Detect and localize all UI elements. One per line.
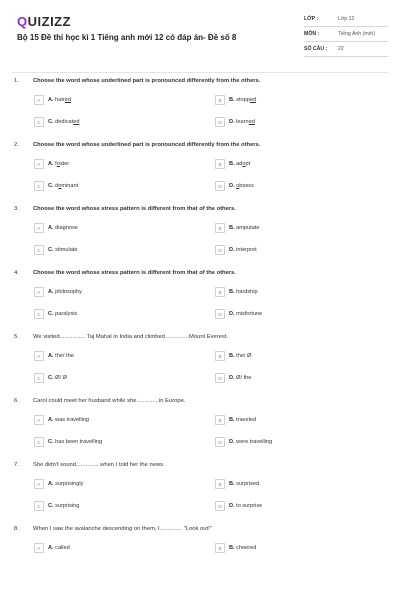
question-3	[0, 202, 400, 266]
question-number: 1.	[14, 78, 19, 84]
meta-key: SỐ CÂU :	[304, 46, 328, 52]
answer-option-a[interactable]	[34, 542, 70, 554]
option-letter-box: B	[215, 543, 225, 553]
answer-options	[0, 348, 400, 394]
option-id: A.	[48, 225, 54, 231]
option-id: A.	[48, 481, 54, 487]
option-text: stimulate	[55, 247, 78, 253]
option-id: A.	[48, 161, 54, 167]
option-text-rest: bsess	[239, 183, 254, 189]
option-label	[229, 439, 272, 445]
answer-option-c[interactable]	[34, 372, 67, 384]
answer-option-b[interactable]	[215, 478, 259, 490]
question-number: 7.	[14, 462, 19, 468]
answer-options	[0, 92, 400, 138]
option-id: B.	[229, 161, 235, 167]
logo-text: QUIZIZZ	[17, 14, 72, 29]
question-number: 4.	[14, 270, 19, 276]
option-letter-box: D	[215, 181, 225, 191]
answer-option-a[interactable]	[34, 222, 78, 234]
question-8	[0, 522, 400, 586]
option-label	[229, 289, 258, 295]
question-line	[0, 138, 400, 156]
option-id: D.	[229, 503, 235, 509]
option-id: B.	[229, 225, 235, 231]
question-7	[0, 458, 400, 522]
question-line	[0, 458, 400, 476]
quizizz-logo	[17, 14, 71, 29]
option-letter-box: D	[215, 245, 225, 255]
answer-option-b[interactable]	[215, 350, 251, 362]
option-letter-box: A	[34, 351, 44, 361]
option-letter-box: C	[34, 245, 44, 255]
question-number: 2.	[14, 142, 19, 148]
document-title: Bộ 15 Đề thi học kì 1 Tiếng anh mới 12 có đáp án- Đề số 8	[17, 33, 237, 42]
option-label	[229, 311, 262, 317]
answer-option-c[interactable]	[34, 500, 79, 512]
option-letter-box: C	[34, 181, 44, 191]
option-text: were travelling	[236, 439, 273, 445]
option-label	[48, 353, 74, 359]
option-text: Ø/ Ø	[55, 375, 67, 381]
answer-option-c[interactable]	[34, 244, 78, 256]
option-id: A.	[48, 417, 54, 423]
meta-value: Tiếng Anh (mới)	[338, 31, 375, 37]
question-list	[0, 74, 400, 586]
option-text: interpret	[236, 247, 257, 253]
question-line	[0, 522, 400, 540]
option-underlined-part: o	[236, 183, 240, 189]
option-id: B.	[229, 289, 235, 295]
option-id: A.	[48, 289, 54, 295]
question-line	[0, 330, 400, 348]
answer-option-d[interactable]	[215, 372, 251, 384]
option-label	[229, 545, 256, 551]
meta-row-count	[304, 42, 388, 57]
option-text: learn	[236, 119, 249, 125]
option-underlined-part: ed	[73, 119, 80, 125]
meta-value: 22	[338, 46, 344, 52]
question-number: 8.	[14, 526, 19, 532]
option-label	[48, 545, 70, 551]
option-text: surprised	[236, 481, 260, 487]
option-letter-box: D	[215, 501, 225, 511]
option-letter-box: B	[215, 287, 225, 297]
option-text: ad	[236, 161, 243, 167]
question-text: Choose the word whose underlined part is pronounced differently from the others.	[33, 142, 261, 148]
question-text: Choose the word whose stress pattern is different from that of the others.	[33, 206, 236, 212]
option-text: stopp	[236, 97, 250, 103]
option-letter-box: C	[34, 309, 44, 319]
option-label	[48, 289, 82, 295]
answer-option-d[interactable]	[215, 244, 257, 256]
question-number: 5.	[14, 334, 19, 340]
option-id: B.	[229, 481, 235, 487]
option-label	[229, 503, 262, 509]
question-text: When I saw the avalanche descending on them, I.............. "Look out!"	[33, 526, 212, 532]
question-text: Choose the word whose stress pattern is different from that of the others.	[33, 270, 236, 276]
answer-option-d[interactable]	[215, 500, 262, 512]
option-id: D.	[229, 247, 235, 253]
answer-options	[0, 412, 400, 458]
header-divider	[12, 72, 388, 73]
option-text: philosophy	[55, 289, 82, 295]
option-id: C.	[48, 311, 54, 317]
answer-option-d[interactable]	[215, 308, 262, 320]
option-id: B.	[229, 353, 235, 359]
option-text: hatr	[55, 97, 65, 103]
answer-options	[0, 540, 400, 586]
option-letter-box: C	[34, 117, 44, 127]
option-text: diagnose	[55, 225, 78, 231]
option-id: B.	[229, 97, 235, 103]
option-letter-box: B	[215, 95, 225, 105]
option-text: hardship	[236, 289, 258, 295]
option-label	[48, 183, 78, 189]
question-text: We visited................ Taj Mahal in India and climbed...............Mount Everest.	[33, 334, 229, 340]
option-underlined-part: o	[58, 183, 62, 189]
question-5	[0, 330, 400, 394]
option-letter-box: D	[215, 373, 225, 383]
answer-option-c[interactable]	[34, 180, 78, 192]
meta-row-class	[304, 12, 388, 27]
question-text: She didn't sound.............. when I told her the news.	[33, 462, 165, 468]
question-1	[0, 74, 400, 138]
option-text: dedicat	[55, 119, 74, 125]
answer-option-b[interactable]	[215, 222, 259, 234]
option-id: D.	[229, 311, 235, 317]
meta-key: LỚP :	[304, 16, 319, 22]
option-letter-box: A	[34, 95, 44, 105]
option-id: B.	[229, 417, 235, 423]
option-text: the/ the	[55, 353, 74, 359]
option-id: A.	[48, 545, 54, 551]
meta-key: MÔN :	[304, 31, 320, 37]
option-text: the/ Ø	[236, 353, 252, 359]
option-label	[229, 247, 257, 253]
option-letter-box: C	[34, 501, 44, 511]
question-number: 3.	[14, 206, 19, 212]
answer-option-a[interactable]	[34, 350, 74, 362]
option-text-rest: minant	[61, 183, 79, 189]
option-underlined-part: ed	[249, 97, 257, 103]
answer-options	[0, 220, 400, 266]
answer-option-b[interactable]	[215, 94, 256, 106]
option-label	[48, 311, 77, 317]
option-label	[48, 503, 79, 509]
option-text: amputate	[236, 225, 260, 231]
question-number: 6.	[14, 398, 19, 404]
option-id: D.	[229, 375, 235, 381]
option-label	[48, 417, 89, 423]
answer-option-a[interactable]	[34, 286, 82, 298]
option-label	[48, 119, 79, 125]
option-letter-box: C	[34, 437, 44, 447]
answer-option-a[interactable]	[34, 414, 89, 426]
option-label	[48, 439, 102, 445]
answer-option-c[interactable]	[34, 436, 102, 448]
answer-option-a[interactable]	[34, 158, 69, 170]
option-letter-box: D	[215, 437, 225, 447]
answer-option-b[interactable]	[215, 158, 250, 170]
option-id: C.	[48, 119, 54, 125]
question-text: Choose the word whose underlined part is pronounced differently from the others.	[33, 78, 261, 84]
question-line	[0, 394, 400, 412]
option-text-rest: ster	[59, 161, 70, 167]
option-label	[229, 353, 251, 359]
option-letter-box: B	[215, 223, 225, 233]
option-id: C.	[48, 439, 54, 445]
option-label	[48, 161, 69, 167]
option-label	[48, 225, 78, 231]
option-text-rest: pt	[245, 161, 251, 167]
option-label	[229, 225, 259, 231]
answer-options	[0, 156, 400, 202]
option-text: Ø/ the	[236, 375, 252, 381]
option-text: to surprise	[236, 503, 263, 509]
answer-option-b[interactable]	[215, 286, 258, 298]
option-id: A.	[48, 353, 54, 359]
option-id: C.	[48, 503, 54, 509]
option-label	[229, 417, 256, 423]
option-label	[48, 97, 71, 103]
option-text: surprisingly	[55, 481, 84, 487]
option-text: was travelling	[55, 417, 90, 423]
option-letter-box: D	[215, 117, 225, 127]
option-text: surprising	[55, 503, 80, 509]
question-2	[0, 138, 400, 202]
option-letter-box: B	[215, 351, 225, 361]
option-letter-box: A	[34, 223, 44, 233]
answer-options	[0, 284, 400, 330]
answer-option-d[interactable]	[215, 180, 254, 192]
answer-option-a[interactable]	[34, 478, 83, 490]
option-id: D.	[229, 439, 235, 445]
option-text: traveled	[236, 417, 257, 423]
option-text: f	[55, 161, 57, 167]
option-text: d	[55, 183, 59, 189]
answer-option-d[interactable]	[215, 116, 255, 128]
question-line	[0, 74, 400, 92]
question-6	[0, 394, 400, 458]
option-letter-box: B	[215, 159, 225, 169]
question-text: Carol could meet her husband while she..............in Europe.	[33, 398, 186, 404]
answer-option-c[interactable]	[34, 116, 79, 128]
question-line	[0, 202, 400, 220]
option-underlined-part: o	[56, 161, 60, 167]
option-letter-box: A	[34, 479, 44, 489]
question-4	[0, 266, 400, 330]
answer-option-c[interactable]	[34, 308, 77, 320]
answer-option-a[interactable]	[34, 94, 71, 106]
meta-row-subject	[304, 27, 388, 42]
option-label	[229, 97, 256, 103]
answer-option-d[interactable]	[215, 436, 272, 448]
meta-table	[304, 12, 388, 57]
option-underlined-part: ed	[64, 97, 72, 103]
option-id: C.	[48, 183, 54, 189]
question-line	[0, 266, 400, 284]
option-label	[229, 183, 254, 189]
option-underlined-part: o	[242, 161, 246, 167]
option-text: cheered	[236, 545, 257, 551]
answer-option-b[interactable]	[215, 414, 256, 426]
option-id: A.	[48, 97, 54, 103]
option-label	[48, 481, 83, 487]
option-label	[229, 481, 259, 487]
option-id: C.	[48, 247, 54, 253]
option-label	[229, 161, 250, 167]
page-header	[0, 0, 400, 70]
option-text: called	[55, 545, 70, 551]
option-id: D.	[229, 183, 235, 189]
option-label	[229, 119, 255, 125]
option-label	[48, 247, 78, 253]
answer-option-b[interactable]	[215, 542, 256, 554]
option-letter-box: A	[34, 287, 44, 297]
option-text: has been travelling	[55, 439, 103, 445]
option-id: D.	[229, 119, 235, 125]
answer-options	[0, 476, 400, 522]
option-letter-box: C	[34, 373, 44, 383]
option-letter-box: A	[34, 415, 44, 425]
meta-value: Lớp 12	[338, 16, 355, 22]
option-text: misfortune	[236, 311, 263, 317]
option-letter-box: B	[215, 415, 225, 425]
option-letter-box: B	[215, 479, 225, 489]
option-underlined-part: ed	[248, 119, 255, 125]
option-letter-box: D	[215, 309, 225, 319]
option-text: paralysis	[55, 311, 78, 317]
option-letter-box: A	[34, 543, 44, 553]
option-letter-box: A	[34, 159, 44, 169]
option-label	[229, 375, 251, 381]
option-id: B.	[229, 545, 235, 551]
option-label	[48, 375, 67, 381]
option-id: C.	[48, 375, 54, 381]
